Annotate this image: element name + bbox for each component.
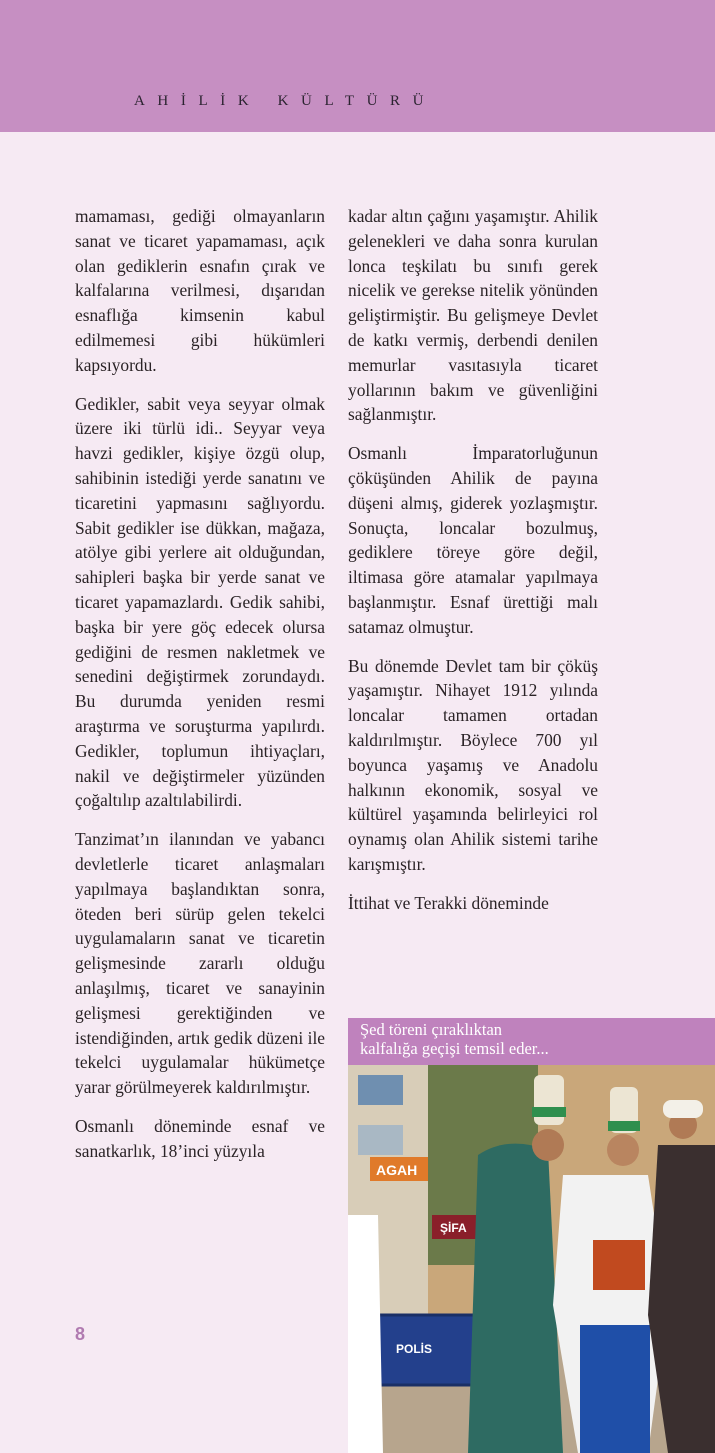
paragraph: kadar altın çağını yaşamıştır. Ahilik gelenekleri ve daha sonra kurulan lonca teşkilatı bu sınıfı gerek nicelik ve gerekse nitelik yönünden geliştirmiştir. Bu gelişmeye Devlet de katkı vermiş, derbendi denilen memurlar vasıtasıyla ticaret yollarının bakım ve güvenliğini sağlanmıştır. — [348, 206, 598, 425]
caption-line: Şed töreni çıraklıktan — [360, 1020, 503, 1039]
window — [358, 1125, 403, 1155]
ceremony-photo — [348, 1065, 715, 1453]
text-column-right — [348, 204, 598, 930]
dervish-robe — [468, 1144, 563, 1453]
apprentice-sash — [593, 1240, 645, 1290]
turban — [663, 1100, 703, 1118]
photo-caption — [348, 1018, 715, 1065]
paragraph: Tanzimat’ın ilanından ve yabancı devletlerle ticaret anlaşmaları yapılmaya başlandıktan sonra, öteden beri sürüp gelen tekelci uygulamaların sanat ve ticaretin gelişmesinde zararlı olduğu anlaşılmış, ticaret ve sanayinin gelişmesi gerektiğinden ve istendiğinden, artık gedik düzeni ile tekelci uygulamalar hükümetçe yarar görülmeyerek kaldırılmıştır. — [75, 829, 325, 1098]
paragraph: Gedikler, sabit veya seyyar olmak üzere iki türlü idi.. Seyyar veya havzi gedikler, kişiye özgü olup, sahibinin istediği yerde sanatını ve ticaretini yapmasını sağlıyordu. Sabit gedikler ise dükkan, mağaza, atölye gibi yerlere ait olduğundan, sahipleri başka bir yerde sanat ve ticaret yapamazlardı. Gedik sahibi, başka bir yere göç edecek olursa gediğini de resmen nakletmek ve senedini değiştirmek zorundaydı. Bu durumda yeniden resmi araştırma ve soruşturma yapılırdı. Gedikler, toplumun ihtiyaçları, nakil ve değiştirmeler yüzünden çoğaltılıp azaltılabilirdi. — [75, 393, 325, 811]
paragraph: Osmanlı İmparatorluğunun çöküşünden Ahilik de payına düşeni almış, giderek yozlaşmıştır. Sonuçta, loncalar bozulmuş, gediklere töreye göre değil, iltimasa göre atamalar yapılmaya başlanmıştır. Esnaf ürettiği malı satamaz olmuştur. — [348, 443, 598, 637]
paragraph: mamaması, gediği olmayanların sanat ve ticaret yapamaması, açık olan gediklerin esnafın çırak ve kalfalarına verilmesi, dışarıdan esnaflığa kimsenin kabul edilmemesi gibi hükümleri kapsıyordu. — [75, 206, 325, 375]
hat-band — [608, 1121, 640, 1131]
header-band — [0, 0, 715, 132]
shop-sign-text: AGAH — [376, 1162, 418, 1178]
ceremony-illustration — [348, 1065, 715, 1453]
paragraph: Osmanlı döneminde esnaf ve sanatkarlık, 18’inci yüzyıla — [75, 1115, 325, 1161]
page-number: 8 — [75, 1324, 86, 1344]
text-column-left — [75, 204, 325, 1177]
felt-hat — [534, 1075, 564, 1125]
running-header-title: AHİLİK KÜLTÜRÜ — [134, 93, 437, 109]
apprentice-face — [607, 1134, 639, 1166]
dervish-face — [532, 1129, 564, 1161]
hat-band — [532, 1107, 566, 1117]
caption-line: kalfalığa geçişi temsil eder... — [360, 1039, 549, 1058]
figure-left — [348, 1215, 383, 1453]
window — [358, 1075, 403, 1105]
paragraph: İttihat ve Terakki döneminde — [348, 892, 549, 913]
shop-sign-text: ŞİFA — [440, 1221, 467, 1235]
barrier-text: POLİS — [396, 1342, 433, 1356]
paragraph: Bu dönemde Devlet tam bir çöküş yaşamıştır. Nihayet 1912 yılında loncalar tamamen ortadan kaldırılmıştır. Böylece 700 yıl boyunca yaşamış ve Anadolu halkının ekonomik, sosyal ve kültürel yaşamında belirleyici rol oynamış olan Ahilik sistemi tarihe karışmıştır. — [348, 655, 598, 874]
apprentice-trousers — [580, 1325, 650, 1453]
